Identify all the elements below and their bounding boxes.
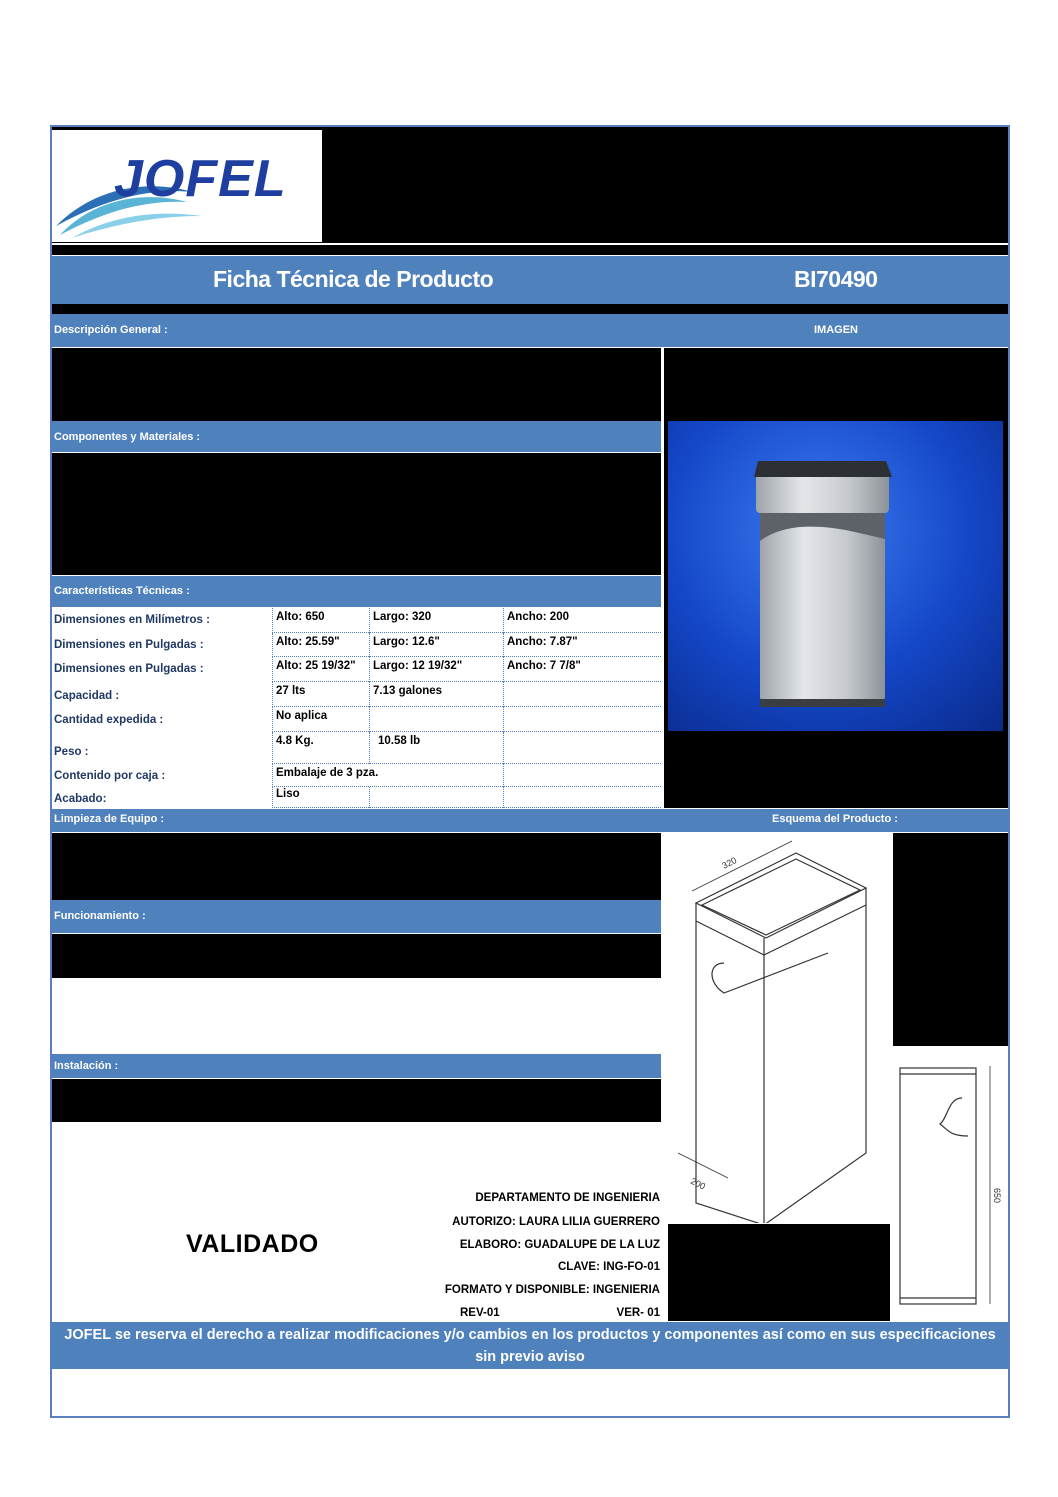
product-code: BI70490: [794, 266, 878, 292]
dim-width: 200: [689, 1175, 708, 1192]
spec-label: Contenido por caja :: [54, 770, 166, 782]
spec-label: Capacidad :: [54, 690, 120, 702]
table-row: [52, 732, 661, 764]
funcionamiento-label: Funcionamiento :: [54, 910, 146, 922]
spec-value: Largo: 12.6": [369, 633, 503, 657]
spec-value: Alto: 25 19/32": [272, 657, 369, 682]
dim-height: 650: [992, 1188, 1002, 1204]
componentes-content: [52, 453, 661, 575]
spec-label: Dimensiones en Pulgadas :: [54, 639, 204, 651]
instalacion-content: [52, 1079, 661, 1122]
spec-label: Dimensiones en Milímetros :: [54, 614, 210, 626]
spec-label: Peso :: [54, 746, 89, 758]
product-side-view: [890, 1058, 1008, 1320]
spec-value: 10.58 lb: [369, 732, 503, 764]
instalacion-header: [52, 1054, 661, 1078]
disclaimer-text: JOFEL se reserva el derecho a realizar modificaciones y/o cambios en los productos y componentes así como en sus especificaciones sin previo aviso: [64, 1327, 996, 1365]
esquema-label: Esquema del Producto :: [772, 813, 898, 825]
table-row: [52, 633, 661, 657]
department-line: DEPARTAMENTO DE INGENIERIA: [475, 1192, 660, 1204]
elaborated-line: ELABORO: GUADALUPE DE LA LUZ: [459, 1239, 660, 1251]
jofel-logo-graphic: [52, 130, 322, 242]
title-bar: [52, 256, 1008, 304]
spec-value: [369, 787, 503, 808]
key-line: CLAVE: ING-FO-01: [557, 1261, 660, 1273]
separator: [52, 245, 1008, 255]
descripcion-label: Descripción General :: [54, 324, 168, 336]
limpieza-content: [52, 833, 661, 900]
spec-value: 7.13 galones: [369, 682, 503, 707]
limpieza-header: [52, 809, 1008, 832]
validado-stamp: VALIDADO: [186, 1230, 319, 1258]
spec-label: Acabado:: [54, 793, 107, 805]
descripcion-header: [52, 314, 1008, 347]
table-row: [52, 608, 661, 633]
spec-value: [369, 707, 503, 732]
caracteristicas-label: Características Técnicas :: [54, 585, 190, 597]
spec-value: Ancho: 7 7/8": [503, 657, 661, 682]
table-row: [52, 657, 661, 682]
funcionamiento-header: [52, 900, 661, 933]
product-schematic: [668, 833, 892, 1223]
brand-logo: [52, 130, 322, 242]
spec-value: [503, 707, 661, 732]
componentes-header: [52, 421, 661, 452]
spec-value: Largo: 320: [369, 608, 503, 633]
spec-value: Largo: 12 19/32": [369, 657, 503, 682]
table-row: [52, 787, 661, 808]
spec-value: Alto: 25.59": [272, 633, 369, 657]
separator: [52, 304, 1008, 314]
spec-value: 27 lts: [272, 682, 369, 707]
specs-table: [52, 608, 661, 808]
spec-label: Cantidad expedida :: [54, 714, 164, 726]
spec-value: Embalaje de 3 pza.: [272, 764, 503, 787]
spec-value: [503, 682, 661, 707]
spec-value: [503, 764, 661, 787]
authorized-line: AUTORIZO: LAURA LILIA GUERRERO: [452, 1216, 660, 1228]
spec-value: Ancho: 7.87": [503, 633, 661, 657]
table-row: [52, 764, 661, 787]
descripcion-content: [52, 348, 661, 421]
componentes-label: Componentes y Materiales :: [54, 431, 201, 443]
funcionamiento-content: [52, 934, 661, 978]
spec-value: [503, 787, 661, 808]
ver-label: VER- 01: [616, 1307, 660, 1319]
spec-value: Ancho: 200: [503, 608, 661, 633]
logo-text: JOFEL: [114, 150, 287, 208]
footer-bar: [52, 1322, 1008, 1369]
isometric-drawing: [668, 833, 892, 1223]
schematic-black-box: [893, 833, 1008, 1046]
spec-value: [503, 732, 661, 764]
table-row: [52, 707, 661, 732]
page-title: Ficha Técnica de Producto: [213, 266, 494, 292]
side-view-drawing: [890, 1058, 1008, 1320]
spec-value: Alto: 650: [272, 608, 369, 633]
limpieza-label: Limpieza de Equipo :: [54, 813, 165, 825]
spec-value: Liso: [272, 787, 369, 808]
dim-length: 320: [720, 855, 739, 871]
spec-value: 4.8 Kg.: [272, 732, 369, 764]
instalacion-label: Instalación :: [54, 1060, 119, 1072]
schematic-black-box-bottom: [668, 1224, 890, 1321]
trash-bin-illustration: [668, 421, 1003, 731]
table-row: [52, 682, 661, 707]
spec-value: No aplica: [272, 707, 369, 732]
imagen-label: IMAGEN: [814, 324, 858, 336]
format-line: FORMATO Y DISPONIBLE: INGENIERIA: [444, 1284, 660, 1296]
rev-label: REV-01: [460, 1307, 500, 1319]
product-photo: [668, 421, 1003, 731]
caracteristicas-header: [52, 576, 661, 607]
spec-label: Dimensiones en Pulgadas :: [54, 663, 204, 675]
